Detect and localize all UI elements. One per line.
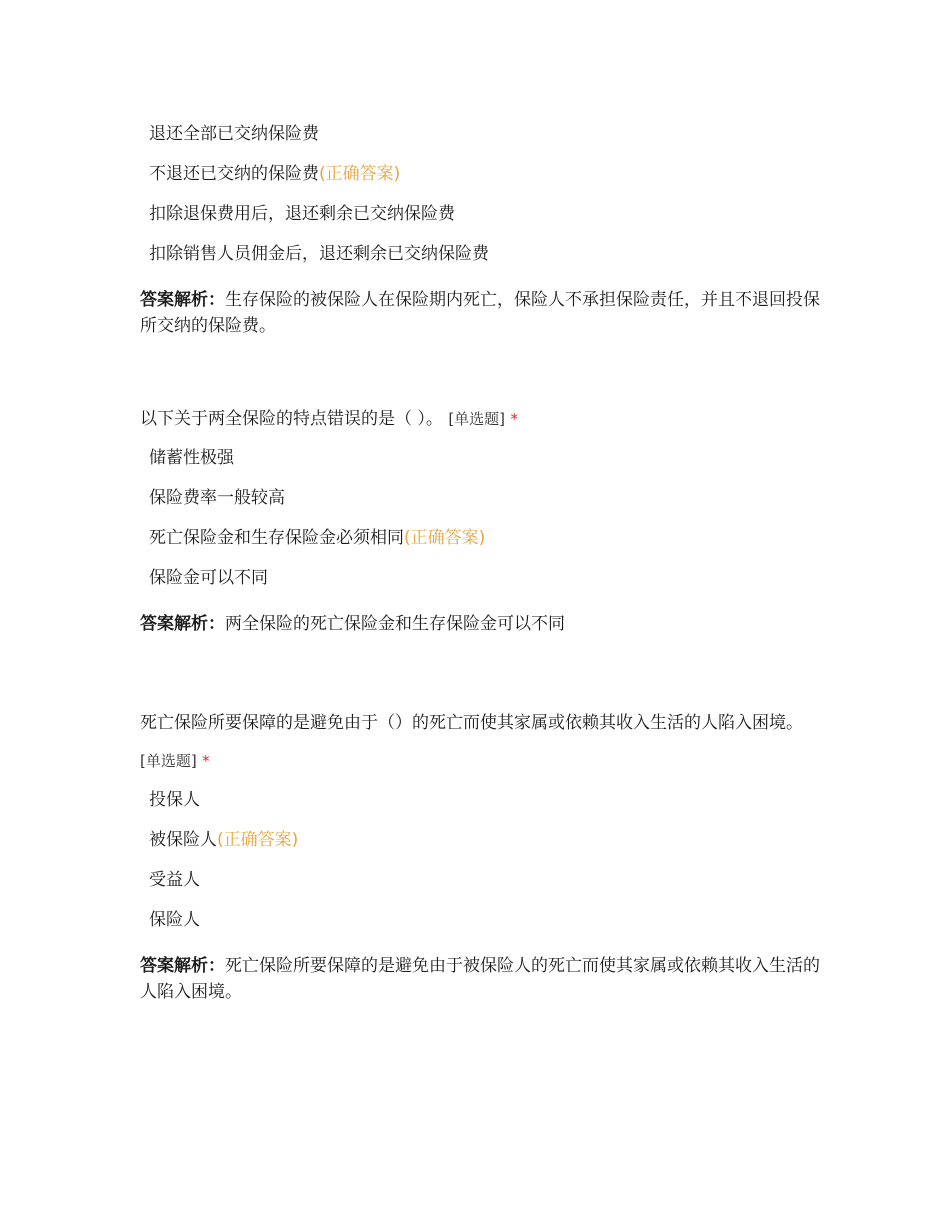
q2-option-c (140, 526, 820, 566)
q2-option-b (140, 486, 820, 526)
question-text: 死亡保险所要保障的是避免由于（）的死亡而使其家属或依赖其收入生活的人陷入困境。 (140, 713, 803, 733)
q3-title (140, 704, 820, 780)
q3-option-c (140, 868, 820, 908)
analysis-label: 答案解析： (140, 290, 225, 310)
q2-option-d (140, 566, 820, 606)
required-marker: * (202, 752, 210, 770)
q2-option-a (140, 446, 820, 486)
analysis-text: 生存保险的被保险人在保险期内死亡，保险人不承担保险责任，并且不退回投保所交纳的保险费。 (140, 290, 820, 336)
question-type: [单选题] (448, 410, 506, 428)
correct-answer-tag: (正确答案) (217, 830, 299, 850)
required-marker: * (510, 410, 518, 428)
correct-answer-tag: (正确答案) (319, 164, 401, 184)
option-text: 扣除退保费用后，退还剩余已交纳保险费 (149, 204, 455, 224)
option-text: 死亡保险金和生存保险金必须相同 (149, 528, 404, 548)
q1-option-a (140, 122, 820, 162)
option-text: 保险人 (149, 910, 200, 930)
question-text: 以下关于两全保险的特点错误的是（ ）。 (140, 409, 443, 429)
q3-option-a (140, 788, 820, 828)
option-text: 投保人 (149, 790, 200, 810)
analysis-text: 死亡保险所要保障的是避免由于被保险人的死亡而使其家属或依赖其收入生活的人陷入困境。 (140, 956, 820, 1002)
analysis-text: 两全保险的死亡保险金和生存保险金可以不同 (225, 614, 565, 634)
option-text: 保险费率一般较高 (149, 488, 285, 508)
option-text: 被保险人 (149, 830, 217, 850)
option-text: 不退还已交纳的保险费 (149, 164, 319, 184)
q3-option-d (140, 908, 820, 948)
q3-option-b (140, 828, 820, 868)
option-text: 退还全部已交纳保险费 (149, 124, 319, 144)
q2-analysis (140, 611, 820, 637)
question-type: [单选题] (140, 752, 197, 770)
question-1-block (140, 122, 820, 339)
question-3-block (140, 704, 820, 1005)
q3-analysis (140, 953, 820, 1005)
q2-title (140, 400, 820, 438)
q1-option-d (140, 242, 820, 282)
q1-option-b (140, 162, 820, 202)
option-text: 受益人 (149, 870, 200, 890)
q1-option-c (140, 202, 820, 242)
option-text: 扣除销售人员佣金后，退还剩余已交纳保险费 (149, 244, 489, 264)
question-2-block (140, 400, 820, 637)
analysis-label: 答案解析： (140, 956, 225, 976)
option-text: 储蓄性极强 (149, 448, 234, 468)
option-text: 保险金可以不同 (149, 568, 268, 588)
analysis-label: 答案解析： (140, 614, 225, 634)
q1-analysis (140, 287, 820, 339)
correct-answer-tag: (正确答案) (404, 528, 486, 548)
